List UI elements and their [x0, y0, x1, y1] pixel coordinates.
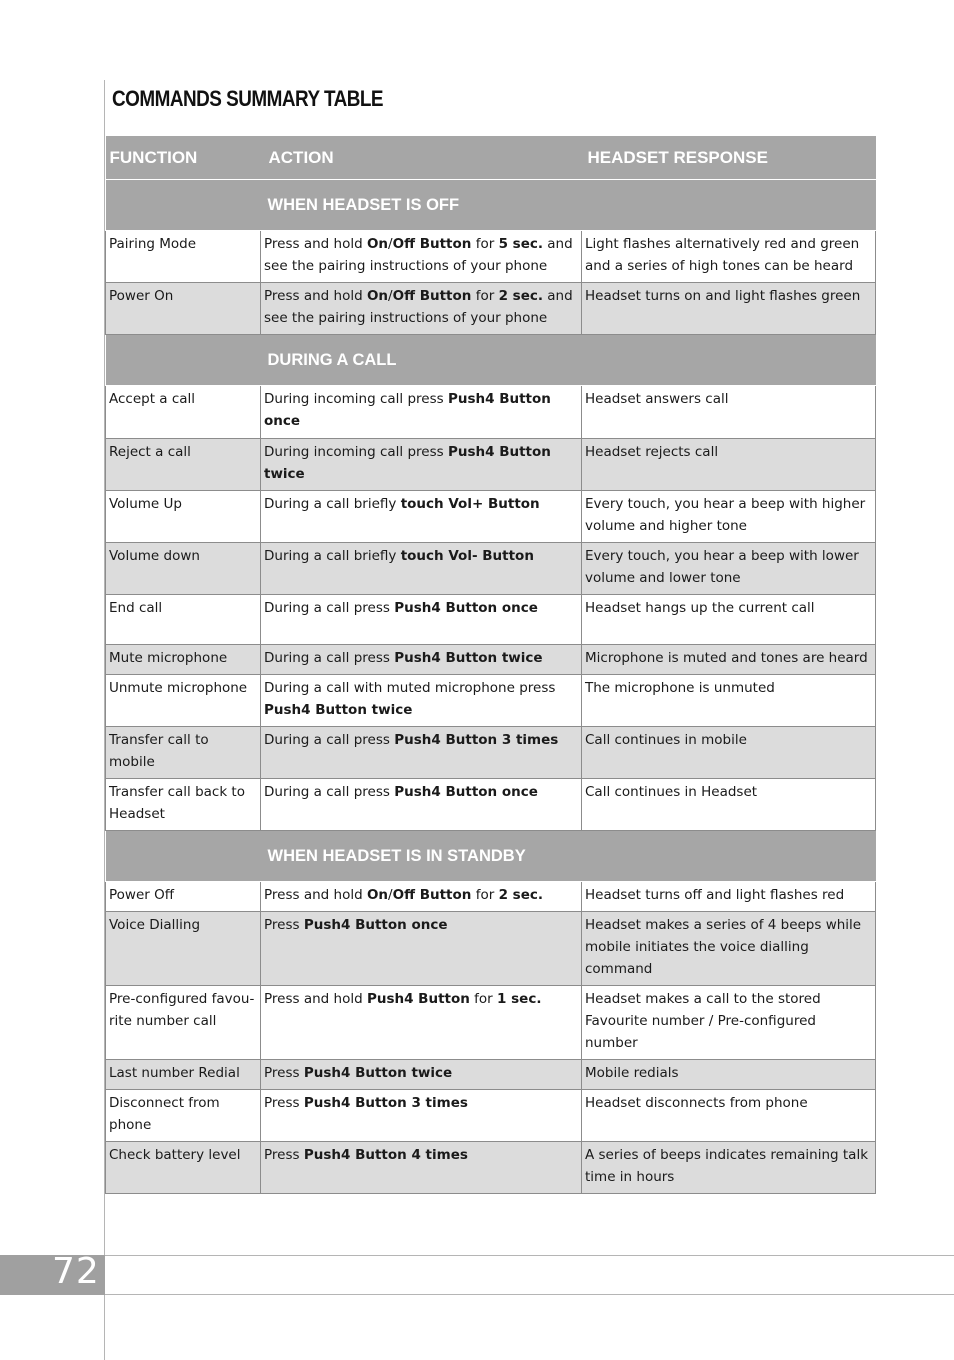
action-cell: [261, 283, 582, 335]
action-emphasis: Push4 Button once: [264, 391, 551, 429]
table-row: [106, 986, 876, 1060]
action-text: for: [471, 887, 499, 903]
action-text: Press and hold: [264, 991, 367, 1007]
commands-table-body: [106, 136, 876, 1194]
action-emphasis: Off Button: [392, 236, 472, 252]
response-cell: Headset turns off and light flashes red: [582, 882, 876, 912]
response-cell: Call continues in mobile: [582, 727, 876, 779]
table-row: [106, 595, 876, 645]
section-header-spacer: [106, 180, 261, 231]
table-row: [106, 386, 876, 439]
action-cell: [261, 386, 582, 439]
function-cell: Reject a call: [106, 439, 261, 491]
action-emphasis: Push4 Button once: [303, 917, 448, 933]
action-text: Press: [264, 1147, 304, 1163]
action-text: /: [388, 887, 393, 903]
action-text: During a call press: [264, 650, 395, 666]
table-row: [106, 231, 876, 283]
table-row: [106, 645, 876, 675]
table-row: [106, 1090, 876, 1142]
response-cell: Headset rejects call: [582, 439, 876, 491]
page-title: COMMANDS SUMMARY TABLE: [112, 86, 384, 111]
response-cell: Call continues in Headset: [582, 779, 876, 831]
table-row: [106, 439, 876, 491]
function-cell: Disconnect from phone: [106, 1090, 261, 1142]
action-text: Press and hold: [264, 288, 367, 304]
response-cell: A series of beeps indicates remaining talk time in hours: [582, 1142, 876, 1194]
response-cell: Mobile redials: [582, 1060, 876, 1090]
table-row: [106, 491, 876, 543]
page-number: 72: [52, 1251, 100, 1292]
response-cell: The microphone is unmuted: [582, 675, 876, 727]
action-text: During a call briefly: [264, 496, 401, 512]
response-cell: Headset makes a call to the stored Favourite number / Pre-configured number: [582, 986, 876, 1060]
table-row: [106, 1142, 876, 1194]
function-cell: Power On: [106, 283, 261, 335]
action-emphasis: Push4 Button twice: [264, 702, 413, 718]
action-cell: [261, 727, 582, 779]
action-emphasis: touch Vol- Button: [400, 548, 534, 564]
action-cell: [261, 491, 582, 543]
table-row: [106, 675, 876, 727]
response-cell: Every touch, you hear a beep with lower volume and lower tone: [582, 543, 876, 595]
commands-table: [105, 136, 876, 1194]
action-cell: [261, 779, 582, 831]
action-emphasis: Push4 Button 3 times: [394, 732, 559, 748]
function-cell: Mute microphone: [106, 645, 261, 675]
section-header-spacer: [106, 335, 261, 386]
action-text: Press: [264, 1095, 304, 1111]
action-cell: [261, 231, 582, 283]
action-cell: [261, 882, 582, 912]
function-cell: Check battery level: [106, 1142, 261, 1194]
action-emphasis: Off Button: [392, 288, 472, 304]
action-emphasis: touch Vol+ Button: [400, 496, 540, 512]
function-cell: Last number Redial: [106, 1060, 261, 1090]
action-emphasis: Off Button: [392, 887, 472, 903]
action-text: /: [388, 288, 393, 304]
action-text: for: [471, 288, 499, 304]
section-title: WHEN HEADSET IS IN STANDBY: [261, 831, 876, 882]
section-header-row: [106, 831, 876, 882]
response-cell: Headset makes a series of 4 beeps while mobile initiates the voice dialling command: [582, 912, 876, 986]
action-emphasis: Push4 Button twice: [394, 650, 543, 666]
action-text: for: [471, 236, 499, 252]
action-text: and see the pairing instructions of your phone: [264, 288, 573, 326]
action-emphasis: 5 sec.: [498, 236, 543, 252]
action-emphasis: Push4 Button once: [394, 600, 538, 616]
table-row: [106, 283, 876, 335]
column-header-response: HEADSET RESPONSE: [582, 136, 876, 180]
action-text: for: [469, 991, 498, 1007]
section-header-spacer: [106, 831, 261, 882]
table-row: [106, 912, 876, 986]
table-row: [106, 779, 876, 831]
action-text: During a call press: [264, 732, 395, 748]
action-text: During a call press: [264, 600, 395, 616]
action-text: During a call with muted microphone press: [264, 680, 556, 696]
response-cell: Headset turns on and light flashes green: [582, 283, 876, 335]
function-cell: Unmute microphone: [106, 675, 261, 727]
response-cell: Microphone is muted and tones are heard: [582, 645, 876, 675]
section-header-row: [106, 180, 876, 231]
response-cell: Headset disconnects from phone: [582, 1090, 876, 1142]
action-text: During a call press: [264, 784, 395, 800]
function-cell: Voice Dialling: [106, 912, 261, 986]
table-row: [106, 1060, 876, 1090]
column-header-action: ACTION: [261, 136, 582, 180]
action-emphasis: On: [366, 236, 389, 252]
action-emphasis: Push4 Button 4 times: [303, 1147, 468, 1163]
action-cell: [261, 595, 582, 645]
response-cell: Light flashes alternatively red and green and a series of high tones can be heard: [582, 231, 876, 283]
action-cell: [261, 439, 582, 491]
action-cell: [261, 912, 582, 986]
action-cell: [261, 675, 582, 727]
action-emphasis: Push4 Button twice: [303, 1065, 453, 1081]
action-emphasis: Push4 Button once: [394, 784, 538, 800]
action-cell: [261, 645, 582, 675]
action-emphasis: 2 sec.: [498, 887, 543, 903]
action-cell: [261, 1090, 582, 1142]
table-row: [106, 727, 876, 779]
section-header-row: [106, 335, 876, 386]
action-text: Press: [264, 1065, 304, 1081]
response-cell: Headset hangs up the current call: [582, 595, 876, 645]
function-cell: End call: [106, 595, 261, 645]
function-cell: Transfer call to mobile: [106, 727, 261, 779]
function-cell: Pre-configured favou-rite number call: [106, 986, 261, 1060]
action-cell: [261, 986, 582, 1060]
footer-rule-bottom: [105, 1294, 954, 1295]
table-row: [106, 543, 876, 595]
action-emphasis: 1 sec.: [497, 991, 542, 1007]
response-cell: Every touch, you hear a beep with higher volume and higher tone: [582, 491, 876, 543]
function-cell: Pairing Mode: [106, 231, 261, 283]
section-title: DURING A CALL: [261, 335, 876, 386]
table-header-row: [106, 136, 876, 180]
section-title: WHEN HEADSET IS OFF: [261, 180, 876, 231]
action-emphasis: 2 sec.: [498, 288, 543, 304]
action-text: Press: [264, 917, 304, 933]
action-cell: [261, 1060, 582, 1090]
action-emphasis: Push4 Button 3 times: [303, 1095, 468, 1111]
action-emphasis: Push4 Button: [366, 991, 470, 1007]
function-cell: Volume down: [106, 543, 261, 595]
action-emphasis: On: [366, 887, 389, 903]
column-header-function: FUNCTION: [106, 136, 261, 180]
action-emphasis: Push4 Button twice: [264, 444, 551, 482]
action-emphasis: On: [366, 288, 389, 304]
table-row: [106, 882, 876, 912]
action-cell: [261, 543, 582, 595]
action-cell: [261, 1142, 582, 1194]
function-cell: Accept a call: [106, 386, 261, 439]
action-text: During incoming call press: [264, 444, 448, 460]
action-text: During a call briefly: [264, 548, 401, 564]
action-text: Press and hold: [264, 887, 367, 903]
footer-rule-top: [105, 1255, 954, 1256]
function-cell: Volume Up: [106, 491, 261, 543]
action-text: /: [388, 236, 393, 252]
action-text: Press and hold: [264, 236, 367, 252]
function-cell: Transfer call back to Headset: [106, 779, 261, 831]
response-cell: Headset answers call: [582, 386, 876, 439]
action-text: During incoming call press: [264, 391, 448, 407]
action-text: and see the pairing instructions of your phone: [264, 236, 573, 274]
function-cell: Power Off: [106, 882, 261, 912]
